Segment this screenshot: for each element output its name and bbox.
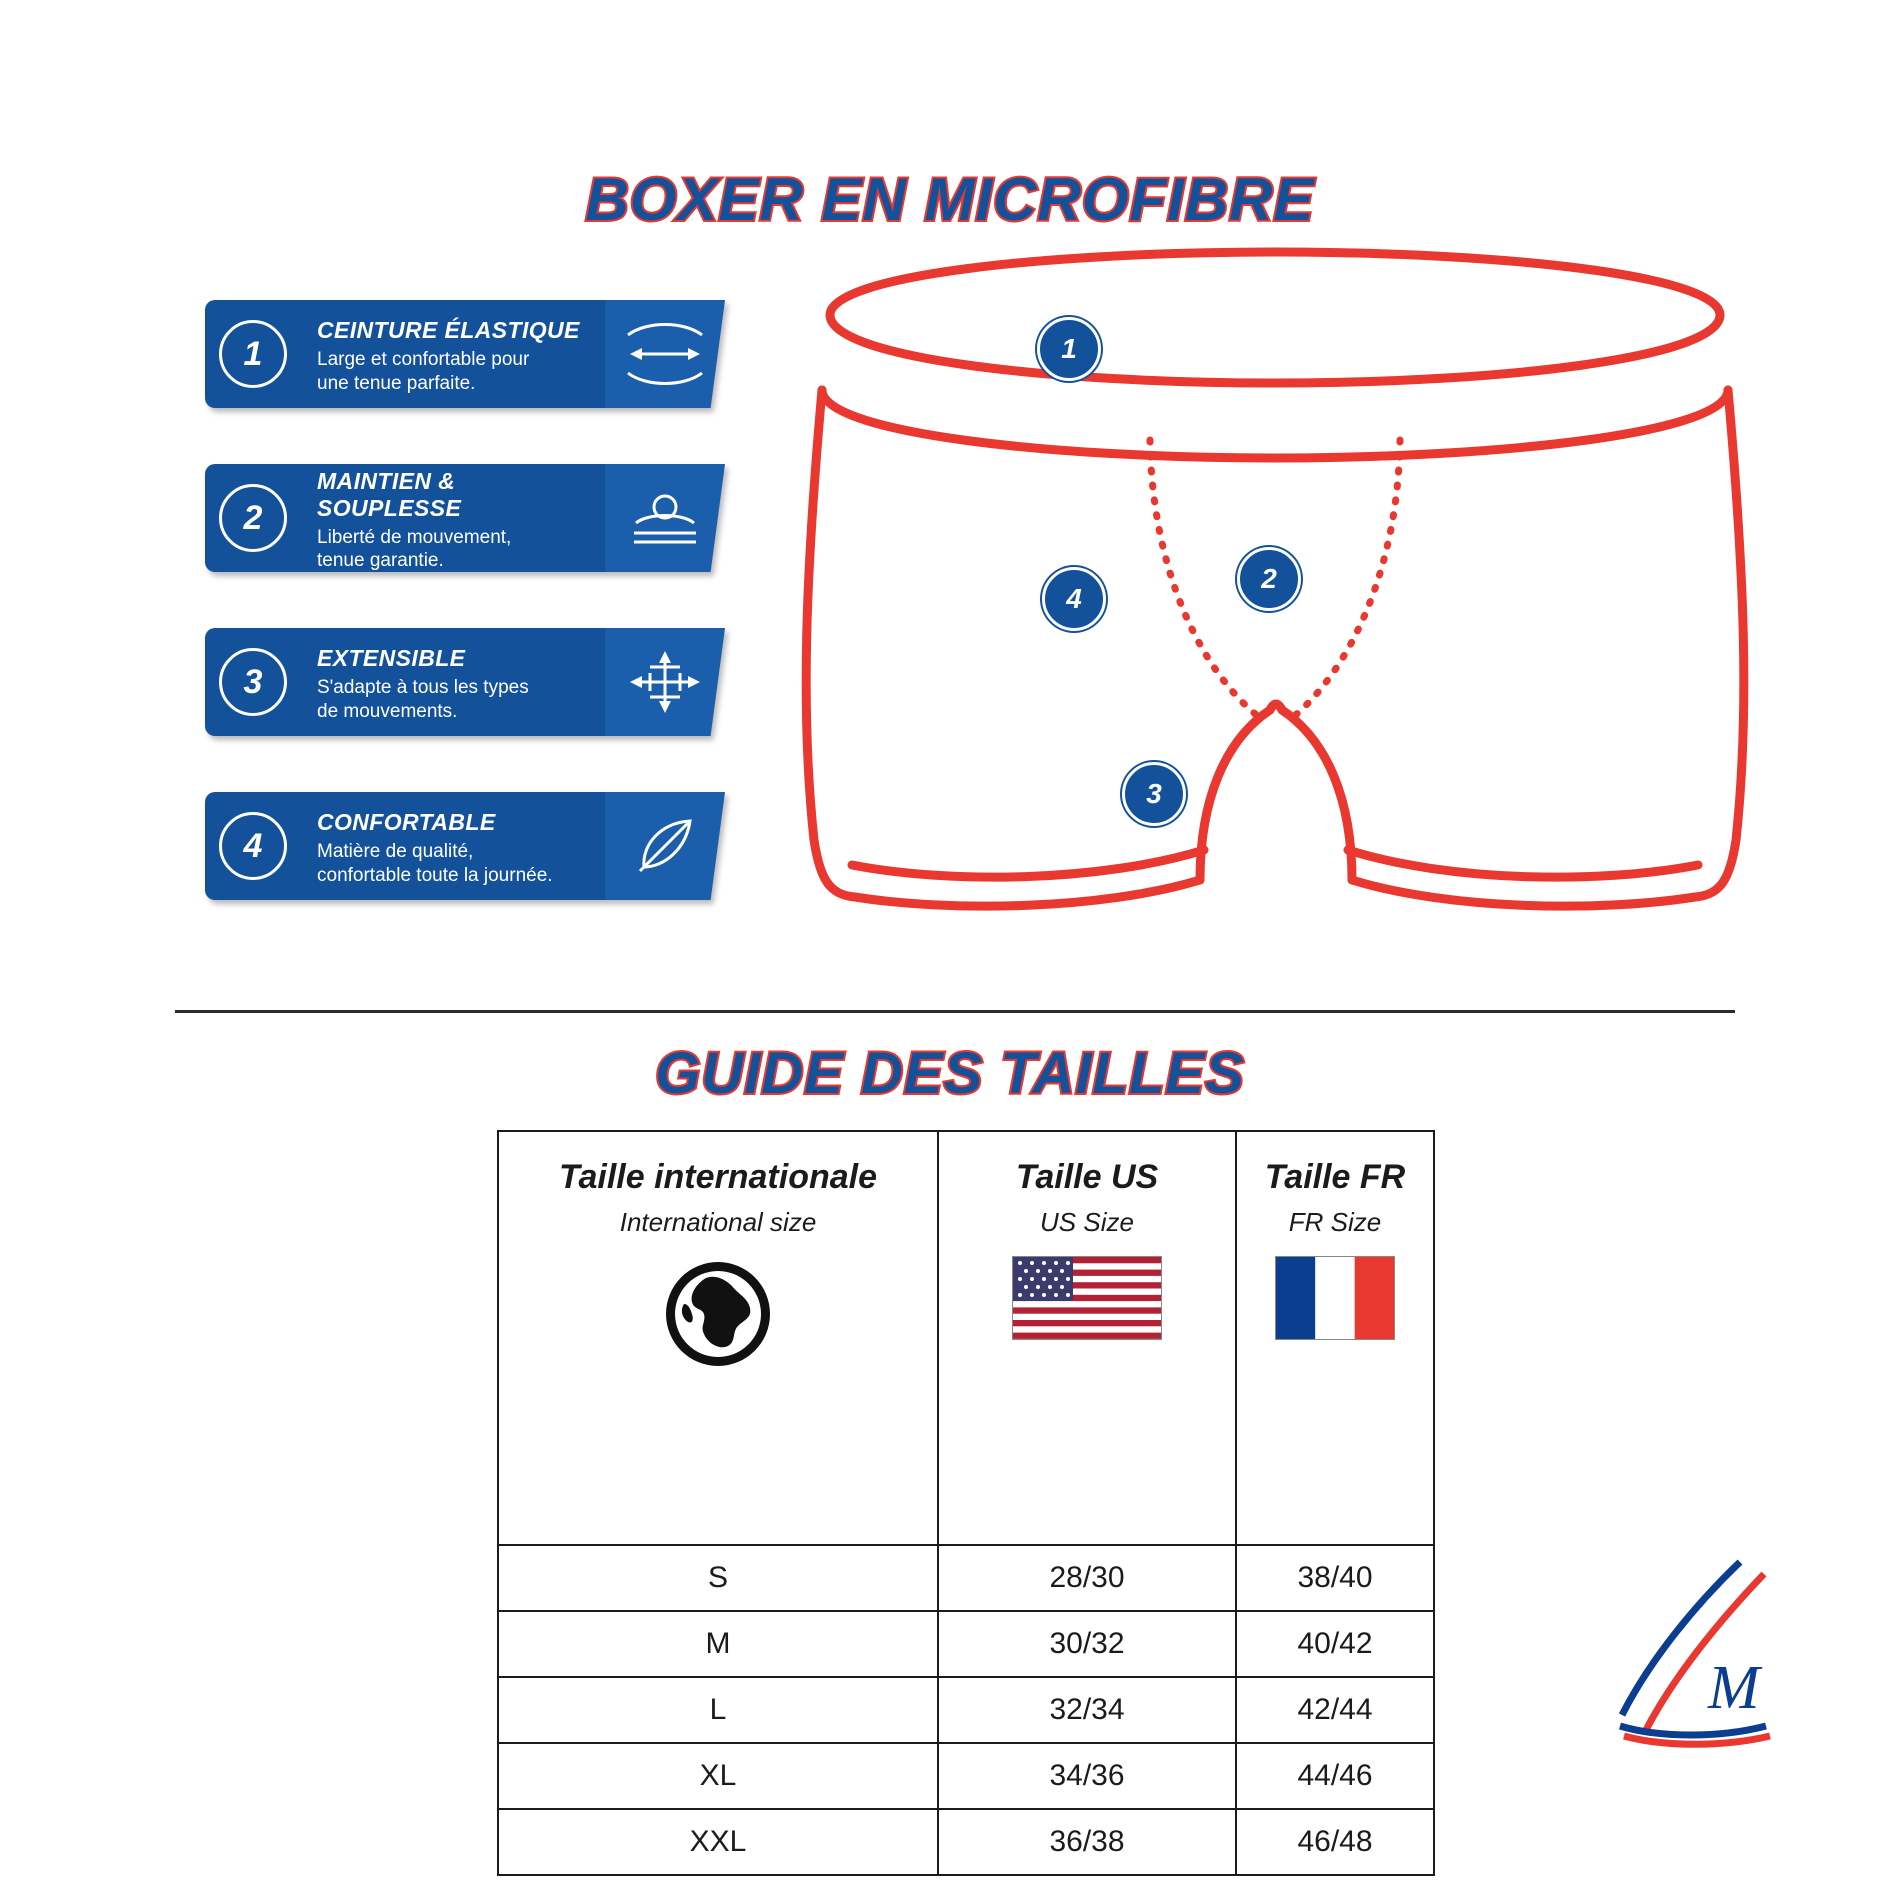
boxer-diagram-svg [800, 240, 1750, 1000]
feature-badge [205, 792, 301, 900]
feature-desc-line2: tenue garantie. [317, 550, 444, 571]
cell-international-size: XL [498, 1743, 938, 1809]
feature-card-1 [205, 300, 725, 408]
table-row [498, 1611, 1434, 1677]
cell-fr-size: 38/40 [1236, 1545, 1434, 1611]
feather-icon [605, 792, 725, 900]
hotspot-4[interactable]: 4 [1042, 567, 1106, 631]
cell-international-size: L [498, 1677, 938, 1743]
cell-us-size: 28/30 [938, 1545, 1236, 1611]
cell-international-size: XXL [498, 1809, 938, 1875]
table-row [498, 1809, 1434, 1875]
cell-international-size: M [498, 1611, 938, 1677]
table-row [498, 1743, 1434, 1809]
globe-icon [660, 1346, 776, 1379]
cell-fr-size: 40/42 [1236, 1611, 1434, 1677]
feature-text [301, 300, 605, 408]
hotspot-2[interactable]: 2 [1237, 547, 1301, 611]
feature-badge [205, 464, 301, 572]
header-fr-label: Taille FR [1264, 1158, 1406, 1196]
feature-title: MAINTIEN & SOUPLESSE [317, 467, 462, 521]
header-en-label: International size [619, 1207, 817, 1237]
fr-flag-icon [1275, 1256, 1395, 1340]
feature-number: 4 [219, 812, 287, 880]
hotspot-1[interactable]: 1 [1037, 317, 1101, 381]
feature-number: 1 [219, 320, 287, 388]
feature-card-2 [205, 464, 725, 572]
feature-card-4 [205, 792, 725, 900]
cell-us-size: 32/34 [938, 1677, 1236, 1743]
feature-text [301, 792, 605, 900]
cell-international-size: S [498, 1545, 938, 1611]
feature-title: EXTENSIBLE [317, 645, 466, 672]
feature-title: CONFORTABLE [317, 809, 496, 836]
feature-card-3 [205, 628, 725, 736]
feature-text [301, 628, 605, 736]
header-fr-label: Taille US [1015, 1158, 1159, 1196]
feature-badge [205, 300, 301, 408]
feature-number: 2 [219, 484, 287, 552]
feature-text [301, 464, 605, 572]
header-us [938, 1131, 1236, 1545]
feature-badge [205, 628, 301, 736]
boxer-illustration [800, 240, 1750, 1000]
header-fr-label: Taille internationale [558, 1158, 878, 1196]
feature-desc-line1: Matière de qualité, [317, 841, 474, 863]
section-divider [175, 1010, 1735, 1013]
support-layers-icon [605, 464, 725, 572]
feature-list [205, 300, 725, 956]
table-header-row [498, 1131, 1434, 1545]
header-international [498, 1131, 938, 1545]
cell-fr-size: 44/46 [1236, 1743, 1434, 1809]
cell-us-size: 34/36 [938, 1743, 1236, 1809]
four-way-stretch-icon [605, 628, 725, 736]
svg-text:M: M [1708, 1654, 1760, 1722]
feature-number: 3 [219, 648, 287, 716]
feature-title: CEINTURE ÉLASTIQUE [317, 317, 580, 344]
table-row [498, 1545, 1434, 1611]
header-fr [1236, 1131, 1434, 1545]
cell-fr-size: 46/48 [1236, 1809, 1434, 1875]
cell-us-size: 30/32 [938, 1611, 1236, 1677]
table-row [498, 1677, 1434, 1743]
feature-desc-line2: de mouvements. [317, 700, 458, 722]
m-monogram-logo [1590, 1550, 1790, 1750]
feature-desc-line1: S'adapte à tous les types [317, 677, 529, 699]
us-flag-icon [1012, 1256, 1162, 1340]
header-en-label: US Size [1040, 1207, 1134, 1237]
page-title: BOXER EN MICROFIBRE [585, 166, 1315, 233]
header-en-label: FR Size [1288, 1207, 1382, 1237]
size-guide-table [497, 1130, 1435, 1876]
feature-desc-line2: une tenue parfaite. [317, 372, 476, 394]
hotspot-3[interactable]: 3 [1122, 762, 1186, 826]
size-guide-title: GUIDE DES TAILLES [655, 1041, 1245, 1106]
cell-us-size: 36/38 [938, 1809, 1236, 1875]
feature-desc-line1: Liberté de mouvement, [317, 526, 512, 548]
feature-desc-line2: confortable toute la journée. [317, 864, 553, 886]
cell-fr-size: 42/44 [1236, 1677, 1434, 1743]
stretch-arrows-icon [605, 300, 725, 408]
feature-desc-line1: Large et confortable pour [317, 349, 530, 371]
